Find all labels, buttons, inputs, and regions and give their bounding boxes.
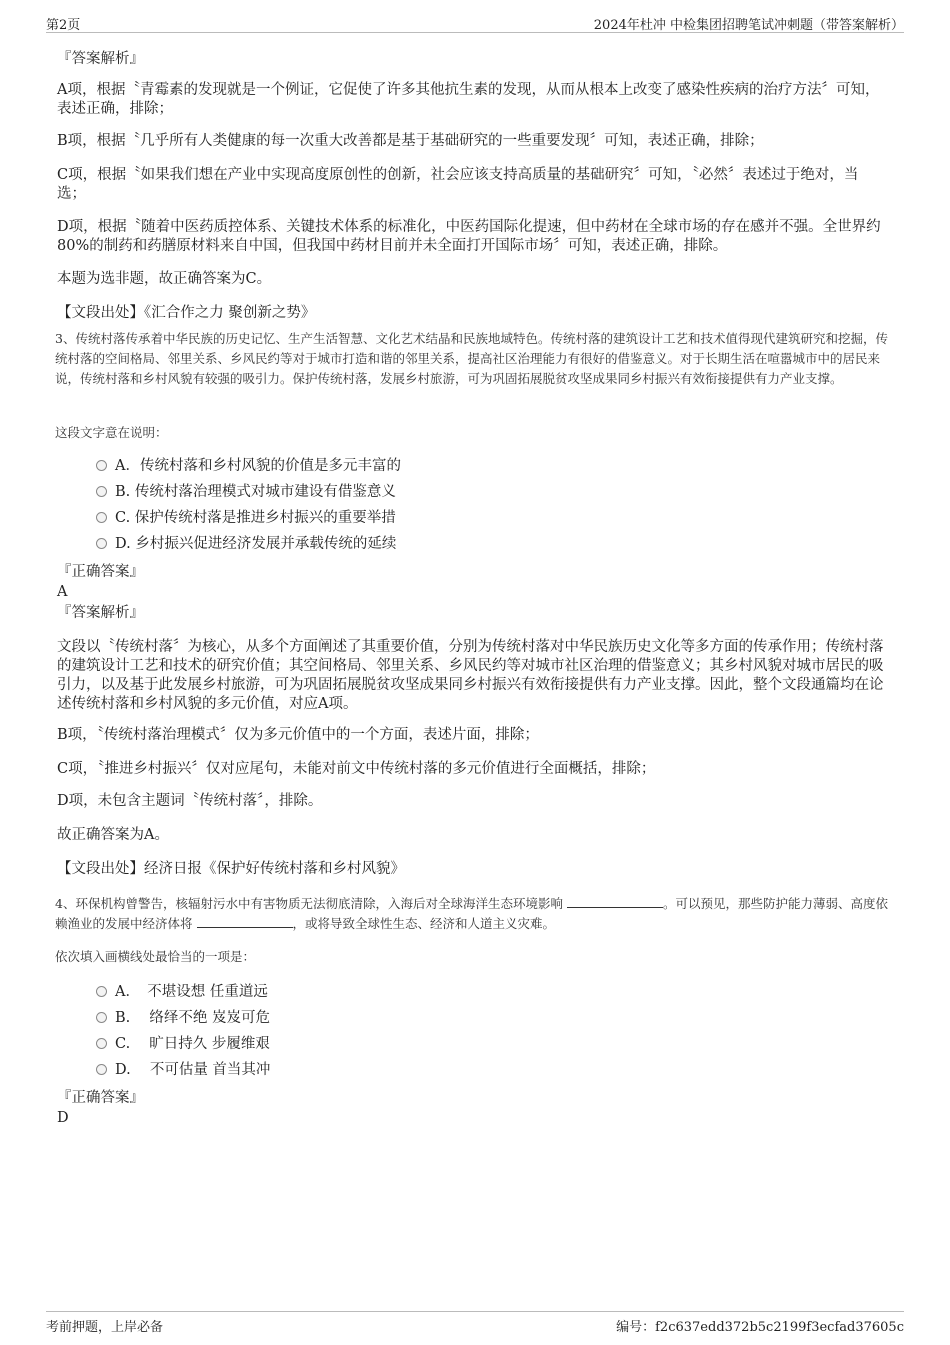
option-d[interactable]: D. 乡村振兴促进经济发展并承载传统的延续 [96,534,396,554]
conclusion: 故正确答案为A。 [57,827,169,843]
analysis-c: C项，〝推进乡村振兴〞仅对应尾句，未能对前文中传统村落的多元价值进行全面概括，排除； [57,761,656,777]
radio-icon[interactable] [96,1012,107,1023]
option-b[interactable]: B. 传统村落治理模式对城市建设有借鉴意义 [96,482,396,502]
footer-slogan: 考前押题，上岸必备 [46,1320,164,1335]
answer-value: A [57,584,68,600]
document-title: 2024年杜冲 中检集团招聘笔试冲刺题（带答案解析） [593,18,904,33]
page-number: 第2页 [46,18,81,33]
question-prompt: 依次填入画横线处最恰当的一项是： [55,949,256,964]
conclusion: 本题为选非题，故正确答案为C。 [57,271,272,287]
analysis-label: 『答案解析』 [57,51,144,67]
analysis-d: D项，未包含主题词〝传统村落〞，排除。 [57,793,323,809]
option-b[interactable]: B. 络绎不绝 岌岌可危 [96,1008,270,1028]
radio-icon[interactable] [96,486,107,497]
analysis-b: B项，〝传统村落治理模式〞仅为多元价值中的一个方面，表述片面，排除； [57,727,539,743]
option-c[interactable]: C. 保护传统村落是推进乡村振兴的重要举措 [96,508,396,528]
answer-value: D [57,1110,69,1126]
document-id: 编号：f2c637edd372b5c2199f3ecfad37605c [616,1320,904,1335]
fill-blank-1 [567,895,663,908]
answer-label: 『正确答案』 [57,1090,144,1106]
radio-icon[interactable] [96,986,107,997]
analysis-c: C项，根据〝如果我们想在产业中实现高度原创性的创新，社会应该支持高质量的基础研究〞可知，〝必然〞表述过于绝对，当选； [57,167,859,202]
page-footer [46,1311,904,1334]
option-d[interactable]: D. 不可估量 首当其冲 [96,1060,270,1080]
radio-icon[interactable] [96,538,107,549]
analysis-b: B项，根据〝几乎所有人类健康的每一次重大改善都是基于基础研究的一些重要发现〞可知，表述正确，排除； [57,133,764,149]
question-stem: 3、传统村落传承着中华民族的历史记忆、生产生活智慧、文化艺术结晶和民族地域特色。传统村落的建筑设计工艺和技术值得现代建筑研究和挖掘，传统村落的空间格局、邻里关系、乡风民约等对于城市打造和谐的邻里关系，提高社区治理能力有很好的借鉴意义。对于长期生活在喧嚣城市中的居民来说，传统村落和乡村风貌有较强的吸引力。保护传统村落，发展乡村旅游，可为巩固拓展脱贫攻坚成果同乡村振兴有效衔接提供有力产业支撑。 [55,331,888,386]
source-citation: 【文段出处】《汇合作之力 聚创新之势》 [57,305,316,321]
option-c[interactable]: C. 旷日持久 步履维艰 [96,1034,270,1054]
question-stem: 4、环保机构曾警告，核辐射污水中有害物质无法彻底清除，入海后对全球海洋生态环境影响 。可以预见，那些防护能力薄弱、高度依赖渔业的发展中经济体将 ，或将导致全球性生态、经济和人道主义灾难。 [55,896,888,931]
fill-blank-2 [197,915,293,928]
radio-icon[interactable] [96,512,107,523]
page-header [46,12,904,33]
analysis-a: A项，根据〝青霉素的发现就是一个例证，它促使了许多其他抗生素的发现，从而从根本上改变了感染性疾病的治疗方法〞可知，表述正确，排除； [57,82,880,117]
option-a[interactable]: A． 不堪设想 任重道远 [96,982,268,1002]
radio-icon[interactable] [96,1064,107,1075]
question-prompt: 这段文字意在说明： [55,425,168,440]
analysis-label: 『答案解析』 [57,605,144,621]
answer-label: 『正确答案』 [57,564,144,580]
analysis-paragraph: 文段以〝传统村落〞为核心，从多个方面阐述了其重要价值，分别为传统村落对中华民族历史文化等多方面的传承作用；传统村落的建筑设计工艺和技术的研究价值；其空间格局、邻里关系、乡风民约等对城市社区治理的借鉴意义；其乡村风貌对城市居民的吸引力，以及基于此发展乡村旅游，可为巩固拓展脱贫攻坚成果同乡村振兴有效衔接提供有力产业支撑。因此，整个文段通篇均在论述传统村落和乡村风貌的多元价值，对应A项。 [57,639,884,712]
source-citation: 【文段出处】经济日报《保护好传统村落和乡村风貌》 [57,861,405,877]
radio-icon[interactable] [96,460,107,471]
analysis-d: D项，根据〝随着中医药质控体系、关键技术体系的标准化，中医药国际化提速，但中药材在全球市场的存在感并不强。全世界约80%的制药和药膳原材料来自中国，但我国中药材目前并未全面打开国际市场〞可知，表述正确，排除。 [57,219,881,254]
radio-icon[interactable] [96,1038,107,1049]
option-a[interactable]: A．传统村落和乡村风貌的价值是多元丰富的 [96,456,401,476]
